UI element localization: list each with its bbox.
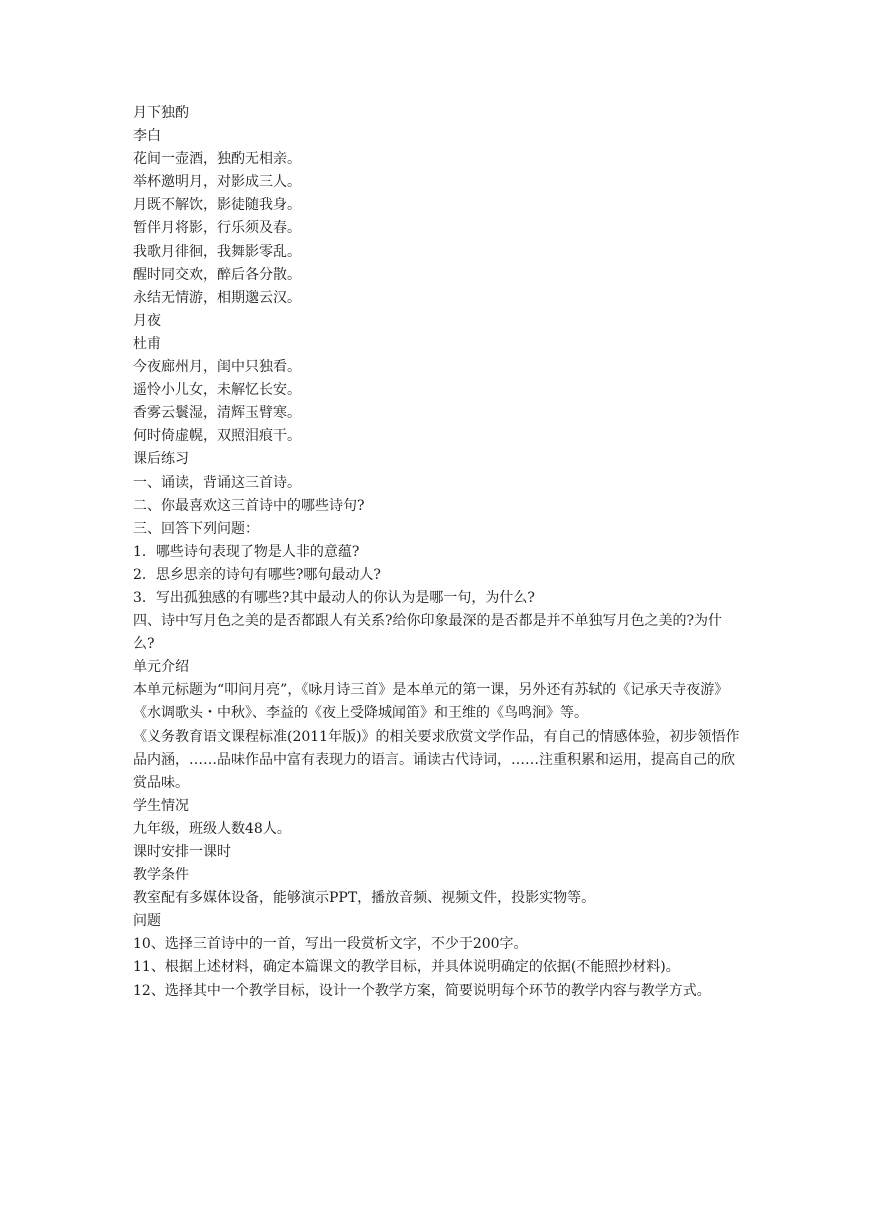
unit-heading: 单元介绍 (133, 659, 189, 676)
exercise-item: 2．思乡思亲的诗句有哪些?哪句最动人? (133, 566, 381, 583)
unit-paragraph: 本单元标题为“叩问月亮”，《咏月诗三首》是本单元的第一课，另外还有苏轼的《记承天寺夜游》《水调歌头・中秋》、李益的《夜上受降城闻笛》和王维的《鸟鸣涧》等。 (133, 682, 729, 722)
poem2-line: 何时倚虚幌，双照泪痕干。 (133, 428, 301, 445)
poem2-line: 今夜廊州月，闺中只独看。 (133, 359, 301, 376)
poem1-line: 暂伴月将影，行乐须及春。 (133, 220, 301, 237)
poem1-author: 李白 (133, 128, 161, 145)
unit-paragraph: 《义务教育语文课程标准(2011年版)》的相关要求欣赏文学作品，有自己的情感体验，初步领悟作品内涵，……品味作品中富有表现力的语言。诵读古代诗词，……注重积累和运用，提高自己的欣赏品味。 (133, 728, 740, 791)
poem1-line: 醒时同交欢，醉后各分散。 (133, 266, 301, 283)
students-heading: 学生情况 (133, 797, 189, 814)
poem1-line: 月既不解饮，影徒随我身。 (133, 197, 301, 214)
poem2-author: 杜甫 (133, 335, 161, 352)
poem1-line: 举杯邀明月，对影成三人。 (133, 174, 301, 191)
conditions-text: 教室配有多媒体设备，能够演示PPT，播放音频、视频文件，投影实物等。 (133, 890, 596, 907)
poem1-title: 月下独酌 (133, 105, 189, 121)
poem1-line: 我歌月徘徊，我舞影零乱。 (133, 243, 301, 260)
poem1-line: 花间一壶酒，独酌无相亲。 (133, 151, 301, 168)
exercise-item: 1．哪些诗句表现了物是人非的意蕴? (133, 543, 360, 560)
poem1-line: 永结无情游，相期邈云汉。 (133, 289, 301, 306)
schedule-text: 课时安排一课时 (133, 844, 231, 860)
question-item: 12、选择其中一个教学目标，设计一个教学方案，简要说明每个环节的教学内容与教学方式。 (133, 982, 711, 999)
exercises-heading: 课后练习 (133, 451, 189, 468)
poem2-title: 月夜 (133, 312, 161, 329)
question-item: 11、根据上述材料，确定本篇课文的教学目标，并具体说明确定的依据(不能照抄材料)。 (133, 959, 680, 976)
questions-heading: 问题 (133, 913, 161, 930)
exercise-item: 二、你最喜欢这三首诗中的哪些诗句? (133, 497, 365, 514)
question-item: 10、选择三首诗中的一首，写出一段赏析文字，不少于200字。 (133, 936, 528, 953)
exercise-item: 三、回答下列问题： (133, 520, 259, 537)
exercise-item-4: 四、诗中写月色之美的是否都跟人有关系?给你印象最深的是否都是并不单独写月色之美的?为什么? (133, 613, 723, 653)
conditions-heading: 教学条件 (133, 867, 189, 884)
poem2-line: 遥怜小儿女，未解忆长安。 (133, 382, 301, 399)
students-text: 九年级，班级人数48人。 (133, 820, 291, 837)
exercise-item: 3．写出孤独感的有哪些?其中最动人的你认为是哪一句，为什么? (133, 589, 535, 606)
exercise-item: 一、诵读，背诵这三首诗。 (133, 474, 301, 491)
document-page (133, 102, 743, 1003)
poem2-line: 香雾云鬟湿，清辉玉臂寒。 (133, 405, 301, 422)
